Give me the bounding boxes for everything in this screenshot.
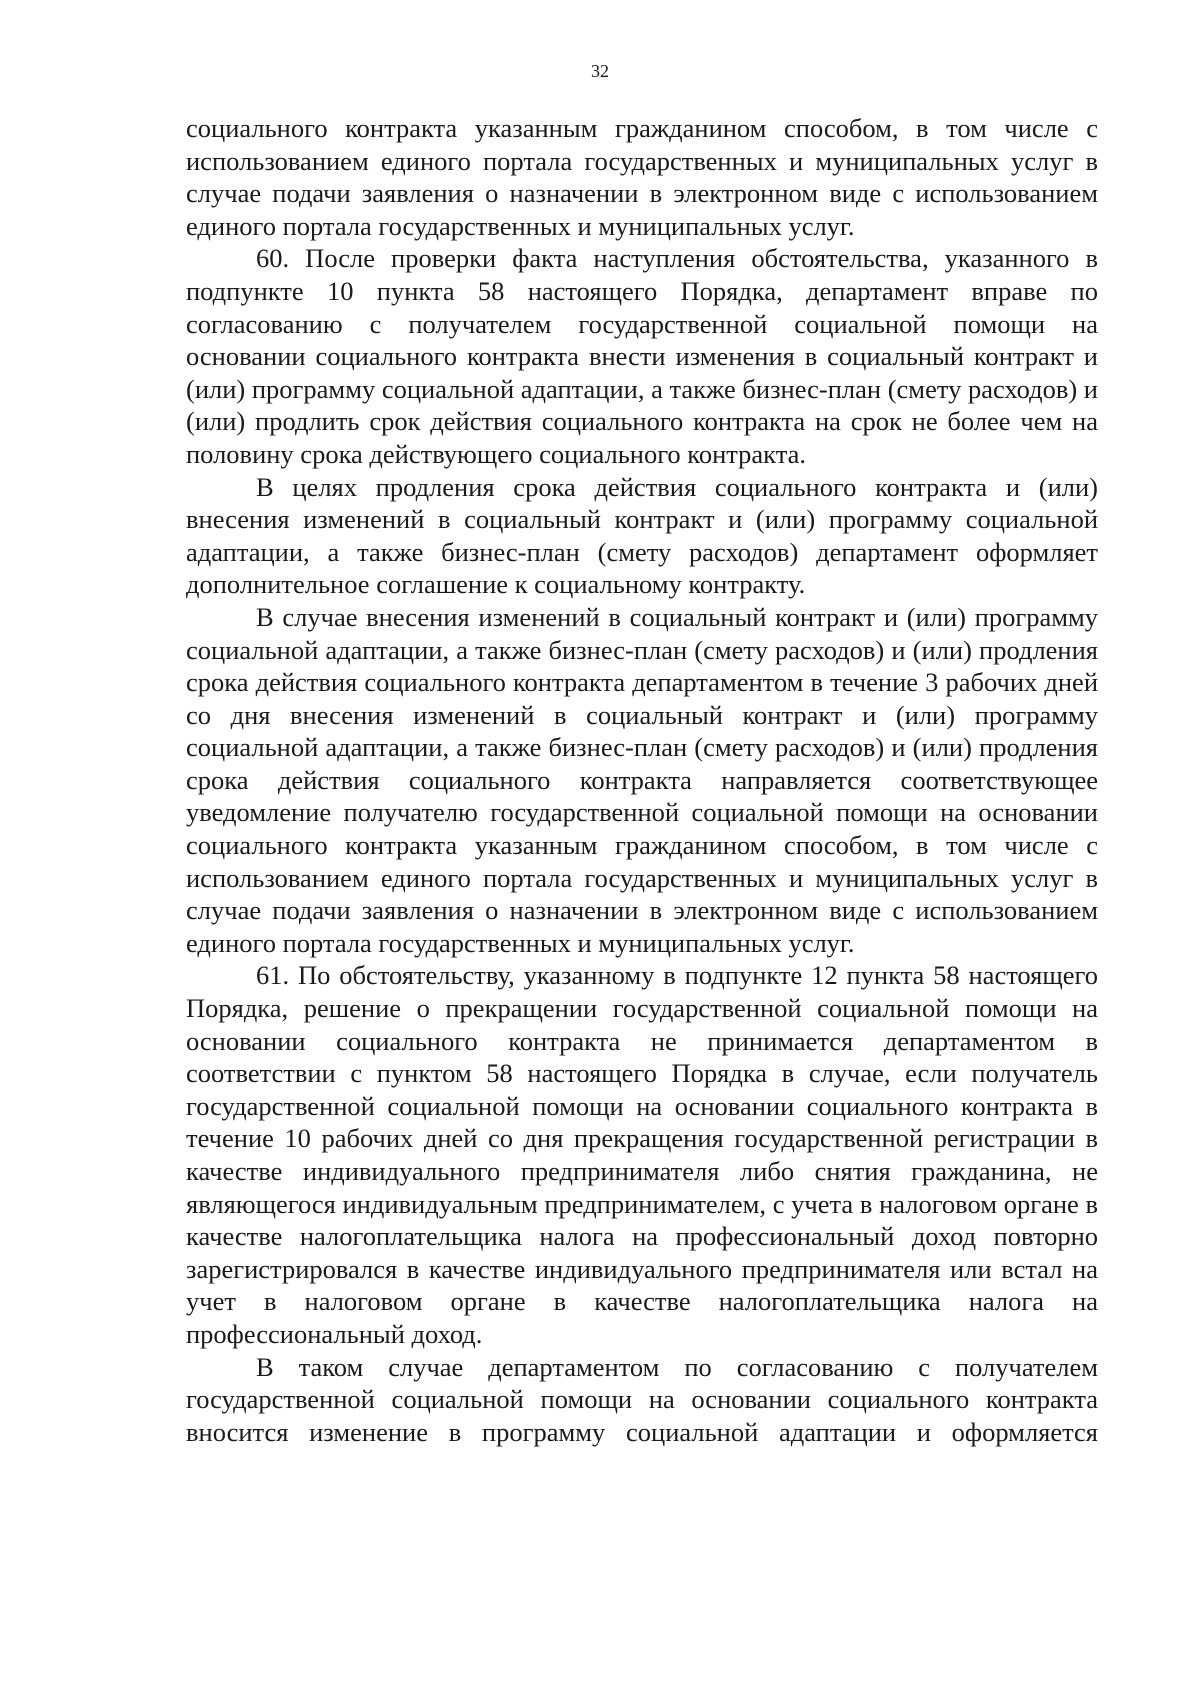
paragraph-61: 61. По обстоятельству, указанному в подпункте 12 пункта 58 настоящего Порядка, решение о прекращении государственной социальной помощи на основании социального контракта не принимается департаментом в соответствии с пунктом 58 настоящего Порядка в случае, если получатель государственной социальной помощи на основании социального контракта в течение 10 рабочих дней со дня прекращения государственной регистрации в качестве индивидуального предпринимателя либо снятия гражданина, не являющегося индивидуальным предпринимателем, с учета в налоговом органе в качестве налогоплательщика налога на профессиональный доход повторно зарегистрировался в качестве индивидуального предпринимателя или встал на учет в налоговом органе в качестве налогоплательщика налога на профессиональный доход. (186, 960, 1098, 1349)
paragraph-60-extension: В целях продления срока действия социального контракта и (или) внесения изменений в социальный контракт и (или) программу социальной адаптации, а также бизнес-план (смету расходов) департамент оформляет дополнительное соглашение к социальному контракту. (186, 471, 1098, 600)
page-number: 32 (591, 61, 609, 81)
paragraph-60: 60. После проверки факта наступления обстоятельства, указанного в подпункте 10 пункта 58 настоящего Порядка, департамент вправе по согласованию с получателем государственной социальной помощи на основании социального контракта внести изменения в социальный контракт и (или) программу социальной адаптации, а также бизнес-план (смету расходов) и (или) продлить срок действия социального контракта на срок не более чем на половину срока действующего социального контракта. (186, 243, 1098, 469)
paragraph-61-continuation: В таком случае департаментом по согласованию с получателем государственной социальной помощи на основании социального контракта вносится изменение в программу социальной адаптации и оформляется (186, 1351, 1098, 1447)
document-body (186, 112, 1098, 1448)
paragraph-60-notification: В случае внесения изменений в социальный контракт и (или) программу социальной адаптации, а также бизнес-план (смету расходов) и (или) продления срока действия социального контракта департаментом в течение 3 рабочих дней со дня внесения изменений в социальный контракт и (или) программу социальной адаптации, а также бизнес-план (смету расходов) и (или) продления срока действия социального контракта направляется соответствующее уведомление получателю государственной социальной помощи на основании социального контракта указанным гражданином способом, в том числе с использованием единого портала государственных и муниципальных услуг в случае подачи заявления о назначении в электронном виде с использованием единого портала государственных и муниципальных услуг. (186, 601, 1098, 958)
paragraph-continuation: социального контракта указанным гражданином способом, в том числе с использованием единого портала государственных и муниципальных услуг в случае подачи заявления о назначении в электронном виде с использованием единого портала государственных и муниципальных услуг. (186, 113, 1098, 241)
